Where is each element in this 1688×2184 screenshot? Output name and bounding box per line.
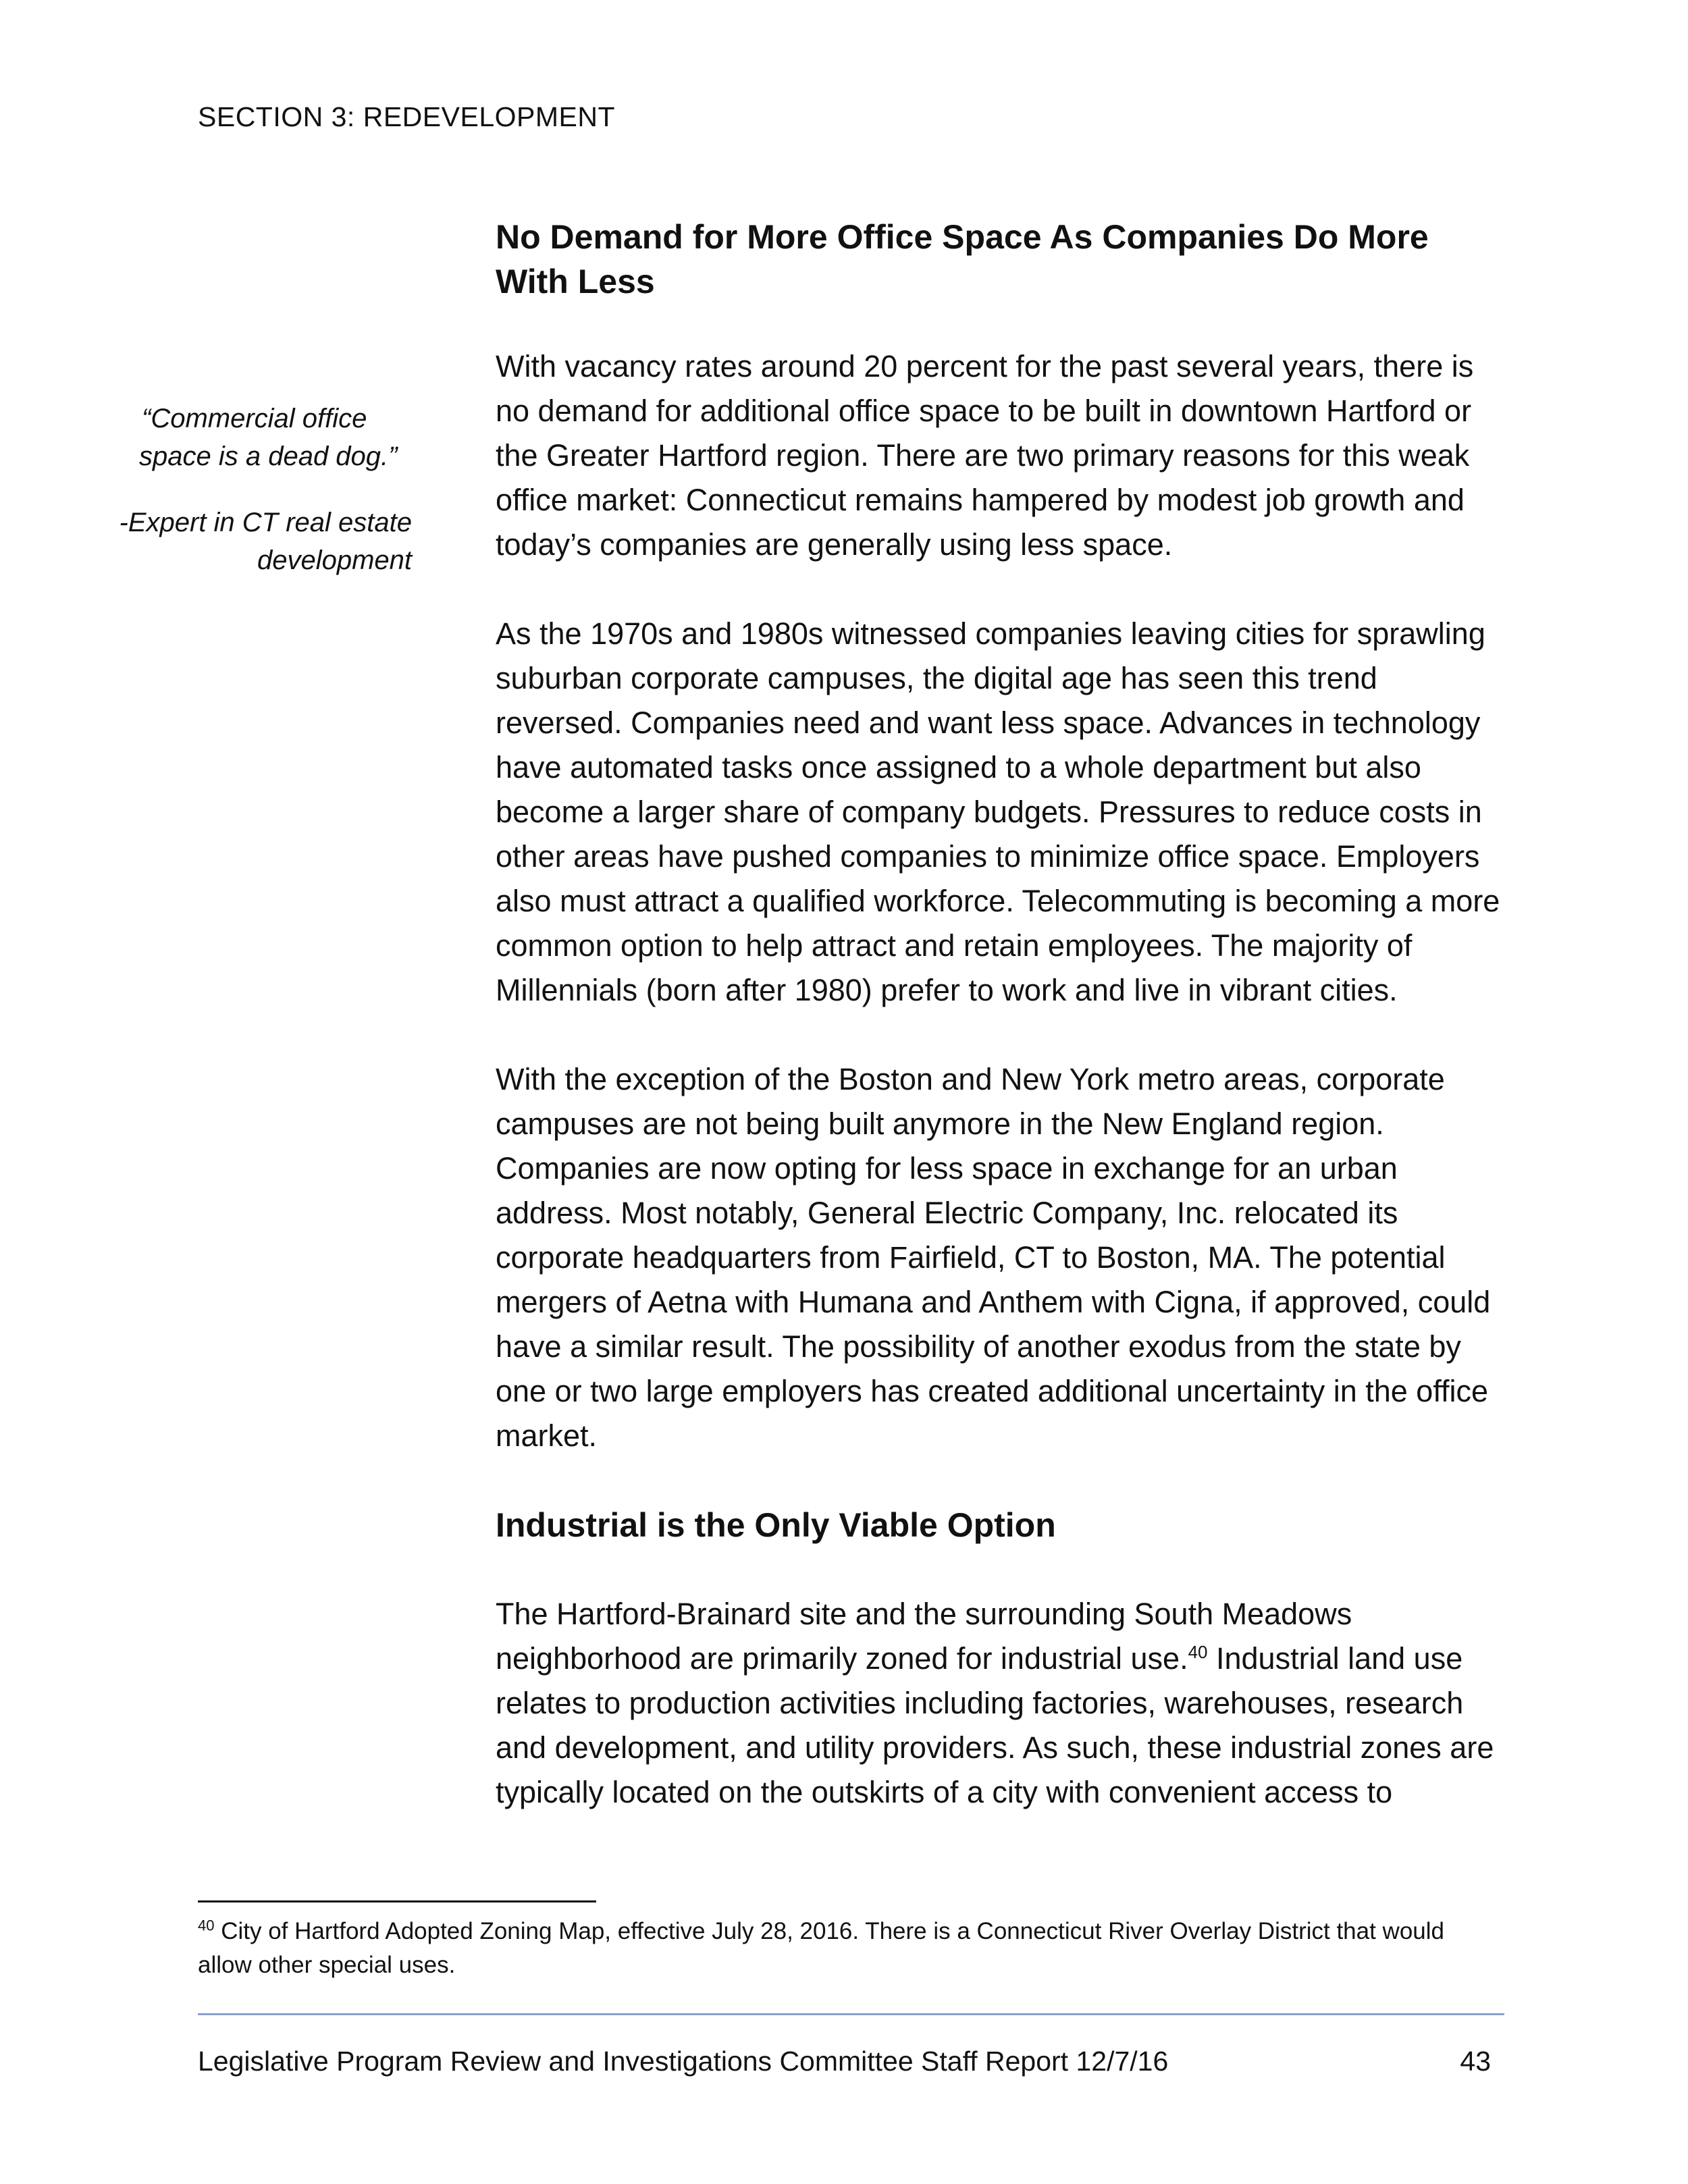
main-content [496,215,1502,1815]
footnote [198,1915,1501,1982]
pull-quote-attribution: -Expert in CT real estate development [119,508,412,575]
paragraph-corporate-campuses: With the exception of the Boston and New York metro areas, corporate campuses are not being built anymore in the New England region. Companies are now opting for less space in exchange for an urban address. Most notably, General Electric Company, Inc. relocated its corporate headquarters from Fairfield, CT to Boston, MA. The potential mergers of Aetna with Humana and Anthem with Cigna, if approved, could have a similar result. The possibility of another exodus from the state by one or two large employers has created additional uncertainty in the office market. [496,1062,1491,1453]
paragraph-industrial-zoning [496,1592,1502,1815]
heading-industrial: Industrial is the Only Viable Option [496,1506,1056,1544]
footnote-divider [198,1900,596,1902]
paragraph-vacancy: With vacancy rates around 20 percent for the past several years, there is no demand for additional office space to be built in downtown Hartford or the Greater Hartford region. There are two primary reasons for this weak office market: Connecticut remains hampered by modest job growth and today’s companies are generally using less space. [496,349,1474,562]
footnote-reference[interactable]: 40 [1188,1642,1208,1662]
pull-quote [101,400,412,579]
paragraph-industrial-text-b: Industrial land use relates to production activities including factories, warehouses, research and development, and utility providers. As such, these industrial zones are typically located on the outskirts of a city with convenient access to [496,1641,1494,1809]
footnote-text: City of Hartford Adopted Zoning Map, effective July 28, 2016. There is a Connecticut River Overlay District that would allow other special uses. [198,1918,1445,1978]
heading-office-demand: No Demand for More Office Space As Companies Do More With Less [496,218,1429,300]
section-header: SECTION 3: REDEVELOPMENT [198,101,616,132]
footnote-number: 40 [198,1917,215,1934]
pull-quote-line-2: space is a dead dog.” [139,442,398,471]
footer-report-title: Legislative Program Review and Investigations Committee Staff Report 12/7/16 [198,2046,1169,2077]
paragraph-digital-age: As the 1970s and 1980s witnessed companies leaving cities for sprawling suburban corporate campuses, the digital age has seen this trend reversed. Companies need and want less space. Advances in technology have automated tasks once assigned to a whole department but also become a larger share of company budgets. Pressures to reduce costs in other areas have pushed companies to minimize office space. Employers also must attract a qualified workforce. Telecommuting is becoming a more common option to help attract and retain employees. The majority of Millennials (born after 1980) prefer to work and live in vibrant cities. [496,616,1500,1007]
page-number: 43 [1460,2046,1491,2077]
paragraph-industrial-text-a: The Hartford-Brainard site and the surrounding South Meadows neighborhood are primarily zoned for industrial use. [496,1597,1352,1676]
footer-divider [198,2013,1504,2015]
pull-quote-line-1: “Commercial office [142,404,367,433]
